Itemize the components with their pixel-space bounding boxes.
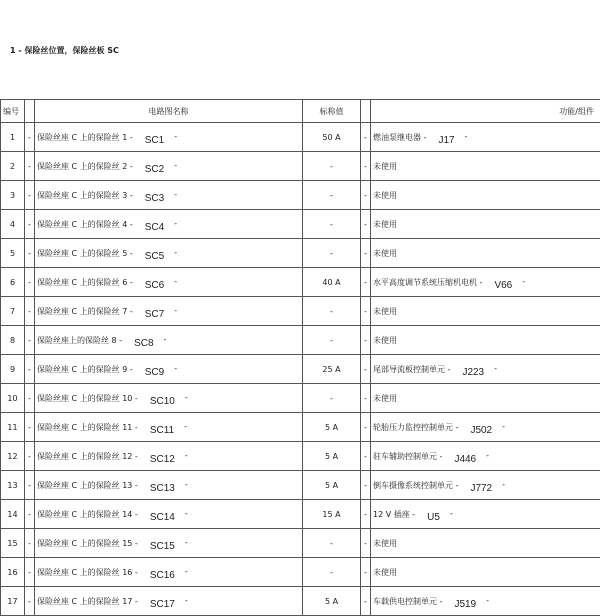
cell-dash: -	[25, 355, 35, 384]
fuse-tail: -	[174, 364, 177, 373]
cell-func	[371, 123, 600, 152]
cell-num: 5	[1, 239, 25, 268]
cell-func	[371, 558, 600, 587]
fuse-name: 保险丝座 C 上的保险丝 10 -	[37, 394, 138, 403]
cell-num: 6	[1, 268, 25, 297]
cell-value: -	[303, 239, 361, 268]
fuse-code: SC11	[150, 425, 174, 436]
cell-dash: -	[361, 529, 371, 558]
cell-num: 11	[1, 413, 25, 442]
cell-func	[371, 471, 600, 500]
table-row	[1, 123, 600, 152]
cell-dash: -	[361, 268, 371, 297]
fuse-code: SC2	[145, 164, 164, 175]
table-row	[1, 152, 600, 181]
cell-num: 2	[1, 152, 25, 181]
func-code: J223	[462, 367, 484, 378]
cell-name	[35, 442, 303, 471]
cell-dash: -	[361, 558, 371, 587]
cell-num: 7	[1, 297, 25, 326]
header-spacer	[25, 100, 35, 123]
cell-name	[35, 355, 303, 384]
func-code: J17	[438, 135, 454, 146]
cell-name	[35, 152, 303, 181]
fuse-tail: -	[185, 451, 188, 460]
cell-num: 3	[1, 181, 25, 210]
cell-value: 5 A	[303, 442, 361, 471]
fuse-tail: -	[174, 161, 177, 170]
cell-name	[35, 210, 303, 239]
fuse-name: 保险丝座 C 上的保险丝 17 -	[37, 597, 138, 606]
cell-func	[371, 152, 600, 181]
fuse-name: 保险丝座 C 上的保险丝 9 -	[37, 365, 133, 374]
header-name: 电路图名称	[35, 100, 303, 123]
cell-num: 8	[1, 326, 25, 355]
fuse-name: 保险丝座 C 上的保险丝 15 -	[37, 539, 138, 548]
cell-func	[371, 587, 600, 616]
cell-name	[35, 500, 303, 529]
cell-dash: -	[361, 471, 371, 500]
cell-func	[371, 297, 600, 326]
cell-value: -	[303, 326, 361, 355]
cell-value: -	[303, 558, 361, 587]
fuse-name: 保险丝座 C 上的保险丝 6 -	[37, 278, 133, 287]
cell-value: 5 A	[303, 587, 361, 616]
fuse-code: SC14	[150, 512, 175, 523]
cell-value: -	[303, 181, 361, 210]
cell-dash: -	[25, 123, 35, 152]
cell-value: -	[303, 152, 361, 181]
fuse-name: 保险丝座 C 上的保险丝 11 -	[37, 423, 138, 432]
cell-name	[35, 123, 303, 152]
cell-func	[371, 239, 600, 268]
func-label: 未使用	[373, 249, 397, 258]
cell-dash: -	[25, 442, 35, 471]
cell-num: 12	[1, 442, 25, 471]
table-row	[1, 355, 600, 384]
func-label: 尾部导流板控制单元 -	[373, 365, 450, 374]
fuse-code: SC7	[145, 309, 164, 320]
fuse-tail: -	[174, 277, 177, 286]
func-label: 未使用	[373, 307, 397, 316]
cell-num: 13	[1, 471, 25, 500]
func-label: 未使用	[373, 394, 397, 403]
cell-num: 15	[1, 529, 25, 558]
cell-dash: -	[361, 181, 371, 210]
fuse-table	[0, 99, 600, 616]
fuse-name: 保险丝座上的保险丝 8 -	[37, 336, 122, 345]
cell-func	[371, 529, 600, 558]
table-row	[1, 239, 600, 268]
func-code: U5	[427, 512, 440, 523]
fuse-name: 保险丝座 C 上的保险丝 4 -	[37, 220, 133, 229]
fuse-tail: -	[185, 567, 188, 576]
cell-dash: -	[25, 152, 35, 181]
cell-dash: -	[25, 529, 35, 558]
fuse-code: SC4	[145, 222, 164, 233]
func-tail: -	[502, 480, 505, 489]
table-row	[1, 442, 600, 471]
func-label: 水平高度调节系统压缩机电机 -	[373, 278, 482, 287]
fuse-code: SC15	[150, 541, 175, 552]
cell-dash: -	[25, 558, 35, 587]
cell-func	[371, 384, 600, 413]
table-row	[1, 297, 600, 326]
func-tail: -	[494, 364, 497, 373]
func-label: 轮胎压力监控控制单元 -	[373, 423, 458, 432]
cell-name	[35, 239, 303, 268]
fuse-code: SC5	[145, 251, 164, 262]
table-row	[1, 384, 600, 413]
fuse-name: 保险丝座 C 上的保险丝 16 -	[37, 568, 138, 577]
table-row	[1, 268, 600, 297]
func-label: 未使用	[373, 336, 397, 345]
fuse-tail: -	[185, 393, 188, 402]
cell-name	[35, 384, 303, 413]
header-num: 编号	[1, 100, 25, 123]
cell-name	[35, 413, 303, 442]
cell-dash: -	[25, 239, 35, 268]
fuse-code: SC10	[150, 396, 175, 407]
func-tail: -	[486, 451, 489, 460]
func-tail: -	[486, 596, 489, 605]
cell-dash: -	[361, 587, 371, 616]
cell-value: 40 A	[303, 268, 361, 297]
cell-func	[371, 442, 600, 471]
cell-name	[35, 268, 303, 297]
cell-dash: -	[361, 123, 371, 152]
fuse-code: SC13	[150, 483, 175, 494]
fuse-tail: -	[185, 596, 188, 605]
table-row	[1, 558, 600, 587]
table-row	[1, 471, 600, 500]
cell-func	[371, 355, 600, 384]
cell-value: 15 A	[303, 500, 361, 529]
cell-dash: -	[25, 500, 35, 529]
fuse-tail: -	[185, 538, 188, 547]
cell-dash: -	[25, 471, 35, 500]
fuse-name: 保险丝座 C 上的保险丝 12 -	[37, 452, 138, 461]
cell-num: 14	[1, 500, 25, 529]
fuse-tail: -	[164, 335, 167, 344]
func-code: J446	[454, 454, 476, 465]
table-row	[1, 210, 600, 239]
fuse-code: SC16	[150, 570, 175, 581]
cell-func	[371, 500, 600, 529]
cell-value: 25 A	[303, 355, 361, 384]
fuse-tail: -	[184, 422, 187, 431]
func-label: 车载供电控制单元 -	[373, 597, 442, 606]
cell-num: 4	[1, 210, 25, 239]
cell-name	[35, 297, 303, 326]
cell-func	[371, 210, 600, 239]
cell-name	[35, 558, 303, 587]
cell-num: 17	[1, 587, 25, 616]
cell-dash: -	[361, 297, 371, 326]
func-tail: -	[465, 132, 468, 141]
func-label: 未使用	[373, 220, 397, 229]
fuse-name: 保险丝座 C 上的保险丝 1 -	[37, 133, 133, 142]
cell-dash: -	[361, 326, 371, 355]
cell-dash: -	[361, 384, 371, 413]
fuse-code: SC8	[134, 338, 153, 349]
cell-name	[35, 181, 303, 210]
fuse-code: SC3	[145, 193, 164, 204]
cell-func	[371, 268, 600, 297]
fuse-tail: -	[174, 132, 177, 141]
fuse-tail: -	[174, 190, 177, 199]
header-value: 标称值	[303, 100, 361, 123]
func-label: 燃油泵继电器 -	[373, 133, 426, 142]
func-label: 倒车摄像系统控制单元 -	[373, 481, 458, 490]
fuse-tail: -	[185, 509, 188, 518]
func-code: J772	[470, 483, 492, 494]
cell-dash: -	[361, 210, 371, 239]
cell-value: -	[303, 529, 361, 558]
cell-dash: -	[361, 442, 371, 471]
cell-dash: -	[361, 500, 371, 529]
cell-name	[35, 326, 303, 355]
cell-func	[371, 326, 600, 355]
fuse-code: SC9	[145, 367, 164, 378]
header-func: 功能/组件	[371, 100, 600, 123]
cell-value: -	[303, 384, 361, 413]
cell-dash: -	[361, 152, 371, 181]
fuse-name: 保险丝座 C 上的保险丝 2 -	[37, 162, 133, 171]
fuse-tail: -	[185, 480, 188, 489]
header-spacer	[361, 100, 371, 123]
cell-func	[371, 413, 600, 442]
cell-dash: -	[25, 297, 35, 326]
cell-dash: -	[361, 355, 371, 384]
func-label: 12 V 插座 -	[373, 510, 415, 519]
cell-name	[35, 471, 303, 500]
cell-dash: -	[361, 239, 371, 268]
func-label: 未使用	[373, 162, 397, 171]
func-label: 未使用	[373, 568, 397, 577]
cell-dash: -	[25, 413, 35, 442]
cell-value: 50 A	[303, 123, 361, 152]
fuse-tail: -	[174, 219, 177, 228]
cell-dash: -	[25, 326, 35, 355]
fuse-code: SC17	[150, 599, 175, 610]
cell-dash: -	[25, 181, 35, 210]
func-tail: -	[450, 509, 453, 518]
func-tail: -	[522, 277, 525, 286]
fuse-code: SC12	[150, 454, 175, 465]
cell-dash: -	[25, 268, 35, 297]
cell-num: 1	[1, 123, 25, 152]
fuse-name: 保险丝座 C 上的保险丝 3 -	[37, 191, 133, 200]
page-title: 1 - 保险丝位置，保险丝板 SC	[10, 45, 119, 56]
cell-dash: -	[25, 587, 35, 616]
cell-num: 10	[1, 384, 25, 413]
fuse-code: SC6	[145, 280, 164, 291]
cell-value: -	[303, 210, 361, 239]
cell-func	[371, 181, 600, 210]
fuse-name: 保险丝座 C 上的保险丝 13 -	[37, 481, 138, 490]
cell-dash: -	[25, 384, 35, 413]
fuse-tail: -	[174, 248, 177, 257]
func-code: J519	[454, 599, 476, 610]
cell-value: 5 A	[303, 471, 361, 500]
cell-num: 16	[1, 558, 25, 587]
table-header-row	[1, 100, 600, 123]
func-label: 未使用	[373, 539, 397, 548]
func-code: V66	[494, 280, 512, 291]
table-row	[1, 326, 600, 355]
func-label: 未使用	[373, 191, 397, 200]
cell-value: -	[303, 297, 361, 326]
cell-num: 9	[1, 355, 25, 384]
cell-dash: -	[361, 413, 371, 442]
cell-dash: -	[25, 210, 35, 239]
cell-name	[35, 587, 303, 616]
fuse-name: 保险丝座 C 上的保险丝 14 -	[37, 510, 138, 519]
func-label: 驻车辅助控制单元 -	[373, 452, 442, 461]
cell-name	[35, 529, 303, 558]
fuse-name: 保险丝座 C 上的保险丝 5 -	[37, 249, 133, 258]
fuse-name: 保险丝座 C 上的保险丝 7 -	[37, 307, 133, 316]
table-row	[1, 529, 600, 558]
table-row	[1, 587, 600, 616]
fuse-tail: -	[174, 306, 177, 315]
cell-value: 5 A	[303, 413, 361, 442]
table-row	[1, 500, 600, 529]
func-code: J502	[470, 425, 492, 436]
func-tail: -	[502, 422, 505, 431]
fuse-code: SC1	[145, 135, 164, 146]
table-row	[1, 413, 600, 442]
table-row	[1, 181, 600, 210]
